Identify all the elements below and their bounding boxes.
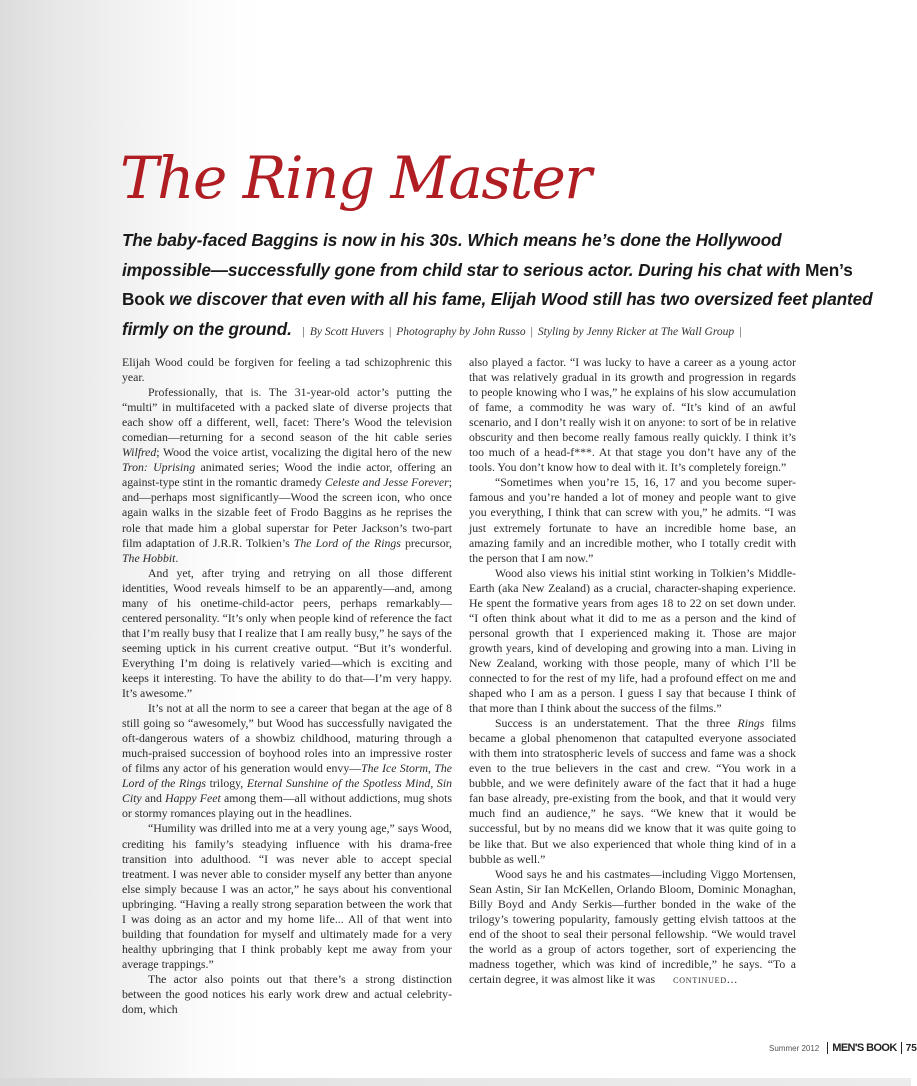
deck-line-4-text: firmly on the ground.: [122, 318, 292, 339]
paragraph: “Sometimes when you’re 15, 16, 17 and you become super-famous and you’re handed a lot of money and people want to give you everything, I think that can screw with you,” he admits. “I was just extremely fortunate to have an incredible home base, an amazing family and an incredible mother, who I totally credit with the person that I am now.”: [469, 475, 796, 565]
italic-title: The Ice Storm: [361, 761, 428, 776]
deck-line-2-text: impossible—successfully gone from child star to serious actor. During his chat with: [122, 259, 806, 280]
italic-title: The Lord of the Rings: [293, 535, 401, 550]
article-title: The Ring Master: [120, 144, 591, 212]
paragraph: Wood also views his initial stint working in Tolkien’s Middle-Earth (aka New Zealand) as a crucial, character-shaping experience. He spent the formative years from ages 18 to 22 on set down under. “I often think about what it did to me as a person and the kind of personal growth that I experienced making it. Those are major growth years, kind of developing and growing into a man. Living in New Zealand, working with those people, many of which I’ll be connected to for the rest of my life, had a profound effect on me and shaped who I am as a person. I guess I say that because I think of that more than I think about the success of the films.”: [469, 565, 796, 716]
italic-title: Sin City: [122, 776, 452, 806]
credit-separator: |: [302, 325, 305, 338]
body-column-left: [122, 355, 452, 1017]
paragraph: And yet, after trying and retrying on all those different identities, Wood reveals himself to be an apparently—and, among many of his onetime-child-actor peers, perhaps remarkably—centered personality. “It’s only when people kind of reference the fact that I’m really busy that I realize that I am really busy,” he says of the seeming uptick in his current creative output. “But it’s wonderful. Everything I’m doing is relatively varied—which is exciting and keeps it interesting. To have the ability to do that—I’m very happy. It’s awesome.”: [122, 565, 452, 701]
credits: [292, 326, 747, 338]
paragraph-text: Wood says he and his castmates—including Viggo Mortensen, Sean Astin, Sir Ian McKellen, Orlando Bloom, Dominic Monaghan, Billy Boyd and Andy Serkis—further bonded in the wake of the trilogy’s towering popularity, famously getting elvish tattoos at the end of the shoot to seal their personal fellowship. “We would travel the world as a group of actors together, sort of experiencing the madness together, which was kind of incredible,” he says. “To a certain degree, it was almost like it was: [469, 866, 796, 986]
credit-separator: |: [530, 325, 533, 338]
magazine-name-part-2: Book: [122, 289, 165, 309]
italic-title: The Lord of the Rings: [122, 761, 452, 791]
issue-date: Summer 2012: [769, 1043, 820, 1053]
deck-line-3: [122, 285, 873, 315]
italic-title: The Hobbit: [122, 550, 176, 565]
footer-divider: [901, 1042, 902, 1054]
italic-title: Happy Feet: [165, 791, 221, 806]
page-footer: [769, 1042, 917, 1054]
italic-title: Wilfred: [122, 445, 157, 460]
page-bottom-edge: [0, 1078, 911, 1086]
paragraph: [469, 867, 796, 988]
paragraph: Professionally, that is. The 31-year-old actor’s putting the “multi” in multifaceted with a packed slate of diverse projects that each show off a different, well, facet: There’s Wood the television comedian—returning for a second season of the hit cable series Wilfred; Wood the voice artist, vocalizing the digital hero of the new Tron: Uprising animated series; Wood the indie actor, offering an against-type stint in the romantic dramedy Celeste and Jesse Forever; and—perhaps most significantly—Wood the screen icon, who once again walks in the sizable feet of Frodo Baggins as he reprises the role that made him a global superstar for Peter Jackson’s two-part film adaptation of J.R.R. Tolkien’s The Lord of the Rings precursor, The Hobbit.: [122, 385, 452, 565]
styling-credit: Styling by Jenny Ricker at The Wall Group: [537, 325, 735, 338]
photography-credit: Photography by John Russo: [396, 325, 526, 338]
italic-title: Eternal Sunshine of the Spotless Mind: [246, 776, 431, 791]
continued-label[interactable]: continued...: [673, 973, 738, 986]
paragraph: It’s not at all the norm to see a career that began at the age of 8 still going so “awesomely,” but Wood has successfully navigated the oft-dangerous waters of a showbiz childhood, maturing through a much-praised succession of boyhood roles into an impressive roster of films any actor of his generation would envy—The Ice Storm, The Lord of the Rings trilogy, Eternal Sunshine of the Spotless Mind, Sin City and Happy Feet among them—all without addictions, mug shots or stormy romances playing out in the headlines.: [122, 701, 452, 821]
deck-line-3-text: we discover that even with all his fame, Elijah Wood still has two oversized feet planted: [164, 289, 873, 309]
italic-title: Rings: [737, 716, 765, 731]
paragraph: Elijah Wood could be forgiven for feeling a tad schizophrenic this year.: [122, 355, 452, 385]
deck-line-1: The baby-faced Baggins is now in his 30s. Which means he’s done the Hollywood: [122, 230, 782, 250]
italic-title: Tron: Uprising: [122, 460, 196, 475]
body-column-right: [469, 355, 796, 988]
credit-separator: |: [739, 325, 742, 338]
paragraph: “Humility was drilled into me at a very young age,” says Wood, crediting his family’s steadying influence with his drama-free transition into adulthood. “I was never able to accept special treatment. I was never able to consider myself any better than anyone else simply because I was an actor,” he says about his conventional upbringing. “Having a really strong separation between the work that I was doing as an actor and my home life... All of that went into building that foundation for myself and ultimately made for a very healthy upbringing that I think probably kept me away from your average trappings.”: [122, 821, 452, 971]
italic-title: Celeste and Jesse Forever: [324, 475, 449, 490]
deck-line-4: [122, 315, 822, 348]
credit-separator: |: [388, 325, 392, 338]
paragraph: also played a factor. “I was lucky to have a career as a young actor that was relatively gradual in its growth and progression in regards to people knowing who I was,” he explains of his slow accumulation of fame, a commodity he was wary of. “It’s kind of an awful scenario, and I don’t really wish it on anyone: to sort of be in relative obscurity and then become really famous really quickly. I think it’s too much of a head-f***. At that stage you don’t have any of the tools. You don’t know how to deal with it. It’s completely foreign.”: [469, 355, 796, 475]
article-deck: [122, 226, 873, 347]
magazine-name-part-1: Men’s: [805, 259, 853, 280]
byline: By Scott Huvers: [309, 325, 384, 338]
paragraph: Success is an understatement. That the three Rings films became a global phenomenon that catapulted everyone associated with them into stratospheric levels of success and fame was a shock even to the true believers in the cast and crew. “You work in a bubble, and we were definitely aware of the fact that it had a huge fan base already, pre-existing from the book, and that it would very much find an audience,” he says. “We knew that it would be successful, but by no means did we know that it was quite going to be like that. But we also experienced that whole thing kind of in a bubble as well.”: [469, 716, 796, 866]
footer-divider: [827, 1042, 828, 1054]
page-number: 75: [905, 1042, 917, 1054]
magazine-brand: MEN'S BOOK: [832, 1042, 897, 1054]
paragraph: The actor also points out that there’s a strong distinction between the good notices his early work drew and actual celebrity-dom, which: [122, 971, 452, 1017]
deck-line-2: [122, 256, 853, 286]
